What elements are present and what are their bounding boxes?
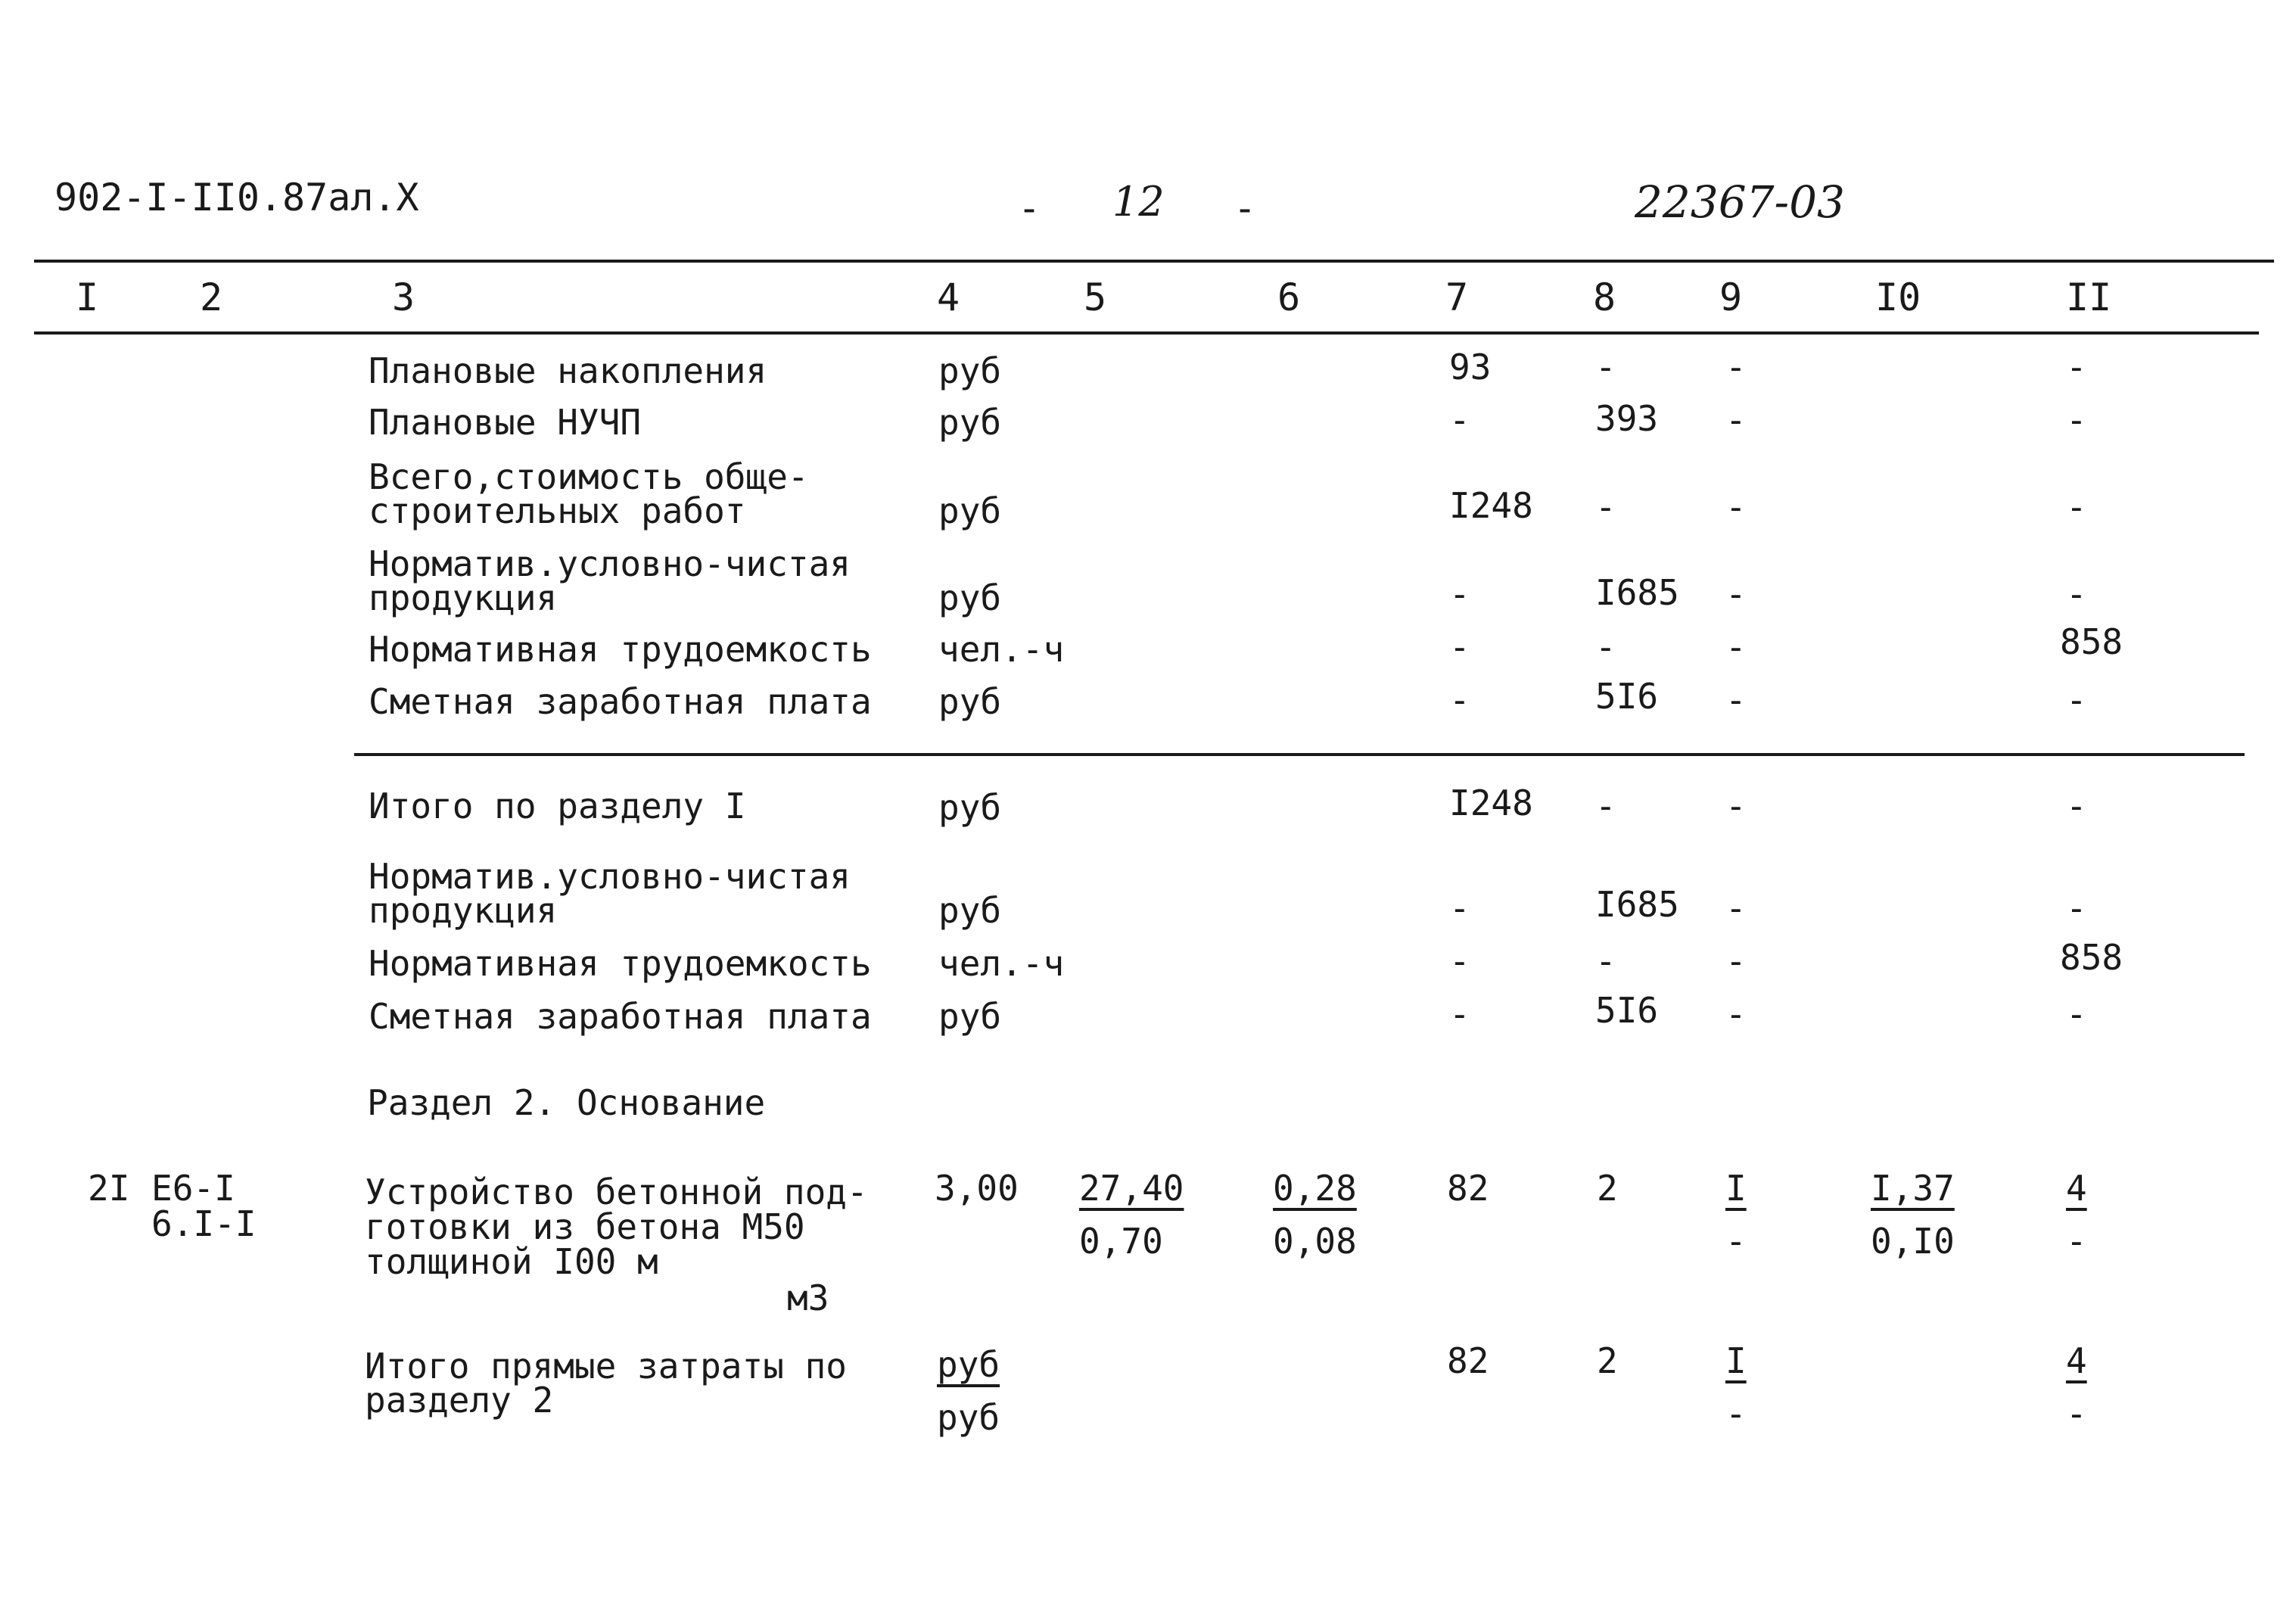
cell-col11-bottom: - (2066, 1221, 2087, 1262)
cell-col9: - (1725, 994, 1747, 1035)
cell-col8: - (1595, 627, 1616, 668)
row-name-line2: продукция (369, 890, 558, 931)
column-header-5: 5 (1084, 275, 1107, 319)
cell-col9: - (1725, 786, 1747, 826)
cell-col9: - (1725, 941, 1747, 982)
cell-col8: - (1595, 347, 1616, 387)
row-unit: руб (938, 350, 1002, 391)
row-name-line1: Норматив.условно-чистая (369, 856, 851, 897)
cell-col11-top: 4 (2066, 1340, 2087, 1381)
cell-col6-top: 0,28 (1273, 1168, 1357, 1209)
cell-col11: - (2066, 680, 2087, 720)
item-code-line2: 6.I-I (151, 1203, 257, 1244)
column-header-3: 3 (392, 275, 415, 319)
item-number: 2I (88, 1168, 130, 1209)
cell-col7: - (1449, 994, 1470, 1035)
cell-col8: - (1595, 786, 1616, 826)
cell-col9: - (1725, 574, 1747, 615)
row-unit: руб (938, 402, 1002, 443)
row-name: Нормативная трудоемкость (369, 629, 872, 670)
item-code-line1: Е6-I (151, 1168, 235, 1209)
column-header-6: 6 (1277, 275, 1301, 319)
cell-col9: - (1725, 888, 1747, 929)
column-header-11: II (2066, 275, 2112, 319)
cell-col8: - (1595, 487, 1616, 528)
cell-col7: - (1449, 888, 1470, 929)
cell-col8: I685 (1595, 884, 1679, 925)
section1-total-rule (354, 753, 2245, 756)
cell-col8: 393 (1595, 398, 1659, 439)
cell-col11: - (2066, 400, 2087, 440)
cell-col9: - (1725, 347, 1747, 387)
cell-col9: - (1725, 400, 1747, 440)
cell-col7: - (1449, 941, 1470, 982)
cell-col9: - (1725, 487, 1747, 528)
cell-col10-top: I,37 (1871, 1168, 1955, 1209)
cell-col11: - (2066, 888, 2087, 929)
cell-col11-bottom: - (2066, 1393, 2087, 1434)
row-name: Итого по разделу I (369, 786, 746, 826)
item-description-line3: толщиной I00 м (365, 1241, 658, 1282)
cell-col5-top: 27,40 (1079, 1168, 1184, 1209)
cell-col11: 858 (2060, 621, 2123, 662)
item-description-line1: Устройство бетонной под- (365, 1172, 868, 1212)
cell-col8: I685 (1595, 572, 1679, 613)
cell-col11: - (2066, 994, 2087, 1035)
table-top-rule (34, 260, 2274, 263)
cell-col9-top: I (1725, 1340, 1747, 1381)
table-header-bottom-rule (34, 331, 2259, 335)
row-unit: руб (938, 577, 1002, 618)
cell-col8: 5I6 (1595, 676, 1659, 717)
row-name-line1: Итого прямые затраты по (365, 1346, 847, 1386)
row-unit-top: руб (937, 1344, 1000, 1385)
cell-col8: 2 (1597, 1168, 1618, 1209)
cell-col7: - (1449, 680, 1470, 720)
column-header-10: I0 (1875, 275, 1921, 319)
section-title: Раздел 2. Основание (367, 1082, 766, 1123)
cell-col9-bottom: - (1725, 1221, 1747, 1262)
row-unit: руб (938, 996, 1002, 1037)
row-unit: руб (938, 681, 1002, 722)
row-unit: руб (938, 787, 1002, 828)
cell-col7: 82 (1447, 1168, 1489, 1209)
cell-col7: - (1449, 574, 1470, 615)
cell-col7: I248 (1449, 783, 1533, 823)
column-header-7: 7 (1445, 275, 1469, 319)
column-header-4: 4 (937, 275, 960, 319)
cell-col11: - (2066, 347, 2087, 387)
item-unit: м3 (787, 1278, 829, 1318)
row-name: Плановые НУЧП (369, 402, 642, 443)
cell-col7: - (1449, 627, 1470, 668)
row-name-line2: разделу 2 (365, 1380, 554, 1421)
page-number-dash-right: - (1234, 186, 1257, 230)
row-name-line1: Норматив.условно-чистая (369, 543, 851, 584)
row-unit: руб (938, 890, 1002, 931)
row-unit: чел.-ч (938, 943, 1065, 984)
row-unit-bottom: руб (937, 1397, 1000, 1438)
cell-col7: - (1449, 400, 1470, 440)
cell-col11: - (2066, 487, 2087, 528)
row-name-line2: строительных работ (369, 490, 746, 531)
cell-col11: - (2066, 574, 2087, 615)
cell-col10-bottom: 0,I0 (1871, 1221, 1955, 1262)
document-number: 22367-03 (1635, 176, 1845, 228)
page-number: 12 (1112, 178, 1165, 226)
cell-col8: 2 (1597, 1340, 1618, 1381)
cell-col9-top: I (1725, 1168, 1747, 1209)
cell-col7: 82 (1447, 1340, 1489, 1381)
cell-col9-bottom: - (1725, 1393, 1747, 1434)
cell-col9: - (1725, 627, 1747, 668)
row-name: Нормативная трудоемкость (369, 943, 872, 984)
row-name: Плановые накопления (369, 350, 767, 391)
cell-col6-bottom: 0,08 (1273, 1221, 1357, 1262)
row-name-line1: Всего,стоимость обще- (369, 456, 809, 497)
column-header-2: 2 (200, 275, 223, 319)
row-unit: чел.-ч (938, 629, 1065, 670)
cell-col9: - (1725, 680, 1747, 720)
page-number-dash-left: - (1018, 186, 1041, 230)
cell-col7: I248 (1449, 485, 1533, 526)
cell-col11-top: 4 (2066, 1168, 2087, 1209)
cell-col11: - (2066, 786, 2087, 826)
row-unit: руб (938, 490, 1002, 531)
column-header-9: 9 (1719, 275, 1743, 319)
cell-col8: - (1595, 941, 1616, 982)
item-quantity: 3,00 (935, 1168, 1019, 1209)
cell-col11: 858 (2060, 937, 2123, 978)
document-code: 902-I-II0.87ал.Х (54, 176, 419, 219)
row-name: Сметная заработная плата (369, 681, 872, 722)
column-header-8: 8 (1593, 275, 1616, 319)
cell-col8: 5I6 (1595, 990, 1659, 1031)
cell-col7: 93 (1449, 347, 1492, 387)
column-header-1: I (76, 275, 99, 319)
row-name-line2: продукция (369, 577, 558, 618)
cell-col5-bottom: 0,70 (1079, 1221, 1163, 1262)
row-name: Сметная заработная плата (369, 996, 872, 1037)
item-description-line2: готовки из бетона М50 (365, 1206, 805, 1247)
